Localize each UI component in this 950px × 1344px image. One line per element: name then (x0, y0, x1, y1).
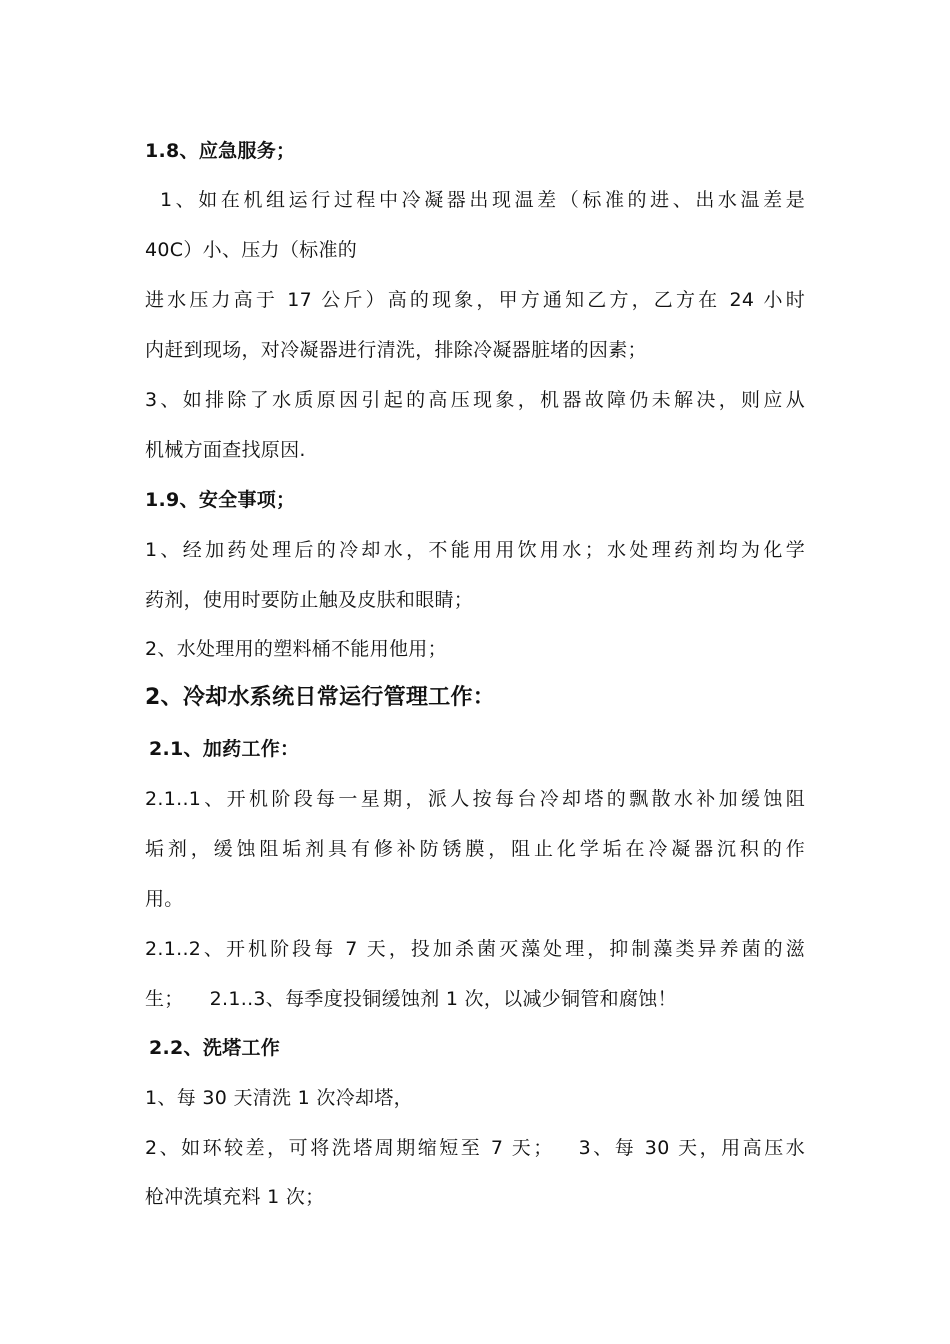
paragraph-line: 枪冲洗填充料 1 次； (145, 1186, 325, 1208)
paragraph-line: 2.1..1、开机阶段每一星期，派人按每台冷却塔的飘散水补加缓蚀阻 (145, 788, 805, 810)
paragraph-line: 2、水处理用的塑料桶不能用他用； (145, 638, 447, 660)
paragraph-line: 1、每 30 天清洗 1 次冷却塔， (145, 1087, 413, 1109)
paragraph-fragment: 3、每 30 天，用高压水 (578, 1137, 806, 1159)
section-heading-2-2: 2.2、洗塔工作 (149, 1037, 281, 1059)
paragraph-fragment: 生； (145, 988, 184, 1010)
paragraph-fragment: 2、如环较差，可将洗塔周期缩短至 7 天； (145, 1137, 553, 1159)
paragraph-line: 用。 (145, 888, 184, 910)
paragraph-line: 1、经加药处理后的冷却水，不能用用饮用水；水处理药剂均为化学 (145, 539, 805, 561)
paragraph-line: 机械方面查找原因. (145, 439, 306, 461)
section-heading-1-9: 1.9、安全事项； (145, 489, 296, 511)
paragraph-line: 内赶到现场，对冷凝器进行清洗，排除冷凝器脏堵的因素； (145, 339, 647, 361)
paragraph-line: 3、如排除了水质原因引起的高压现象，机器故障仍未解决，则应从 (145, 389, 805, 411)
paragraph-line: 垢剂，缓蚀阻垢剂具有修补防锈膜，阻止化学垢在冷凝器沉积的作 (145, 838, 805, 860)
paragraph-line (145, 985, 677, 1013)
chapter-heading-2: 2、冷却水系统日常运行管理工作： (145, 685, 496, 710)
paragraph-line: 1、如在机组运行过程中冷凝器出现温差（标准的进、出水温差是 (160, 189, 805, 211)
paragraph-line (145, 1134, 805, 1162)
paragraph-line: 进水压力高于 17 公斤）高的现象，甲方通知乙方，乙方在 24 小时 (145, 289, 805, 311)
paragraph-line: 药剂，使用时要防止触及皮肤和眼睛； (145, 589, 474, 611)
section-heading-1-8: 1.8、应急服务； (145, 140, 296, 162)
paragraph-fragment: 2.1..3、每季度投铜缓蚀剂 1 次，以减少铜管和腐蚀！ (209, 988, 677, 1010)
section-heading-2-1: 2.1、加药工作： (149, 738, 300, 760)
paragraph-line: 40C）小、压力（标准的 (145, 239, 358, 261)
paragraph-line: 2.1..2、开机阶段每 7 天，投加杀菌灭藻处理，抑制藻类异养菌的滋 (145, 938, 805, 960)
